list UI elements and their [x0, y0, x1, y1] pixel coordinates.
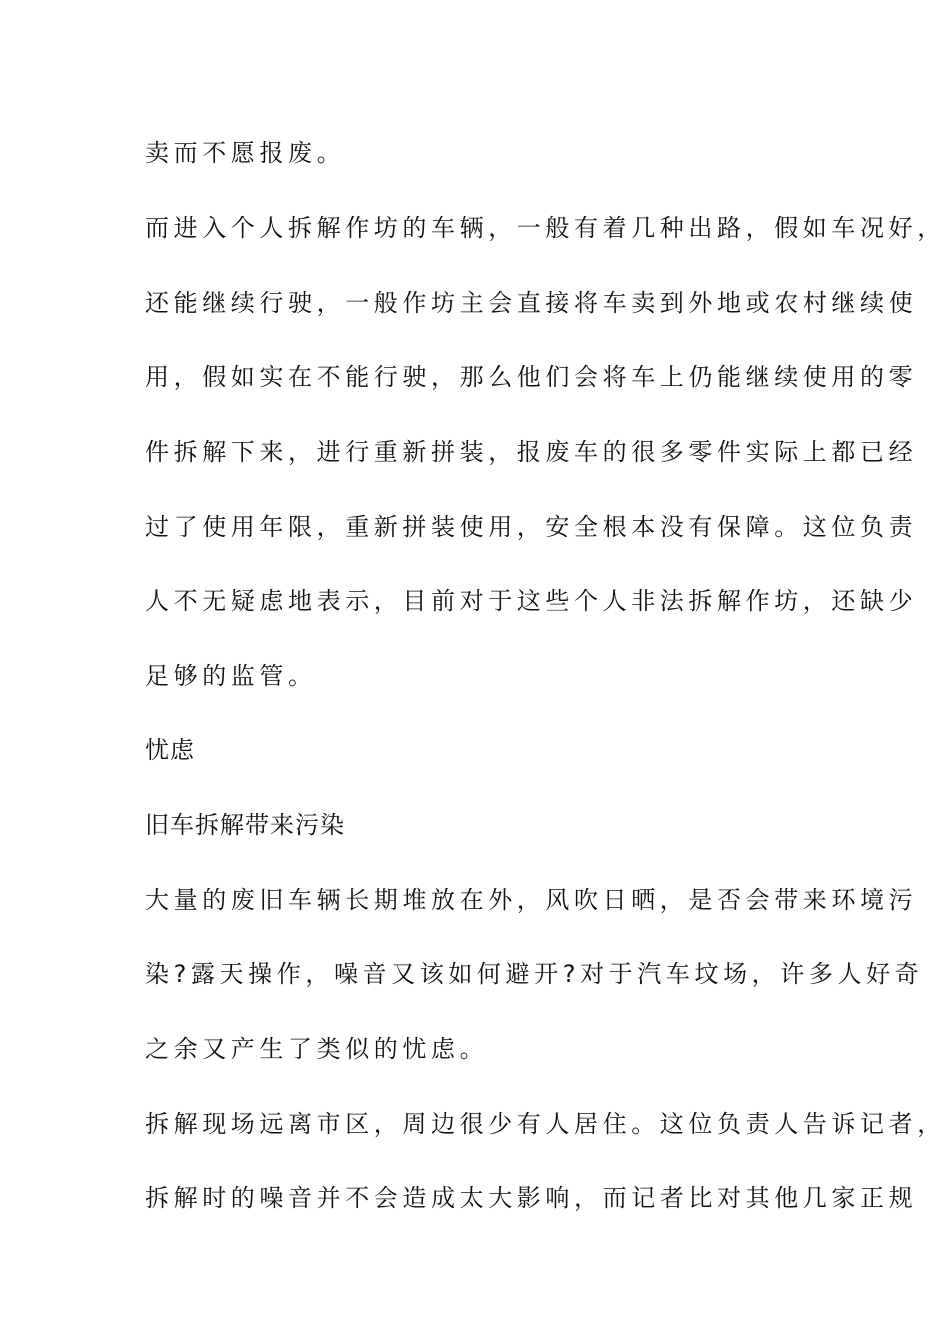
paragraph-line: 用，假如实在不能行驶，那么他们会将车上仍能继续使用的零	[145, 363, 918, 391]
paragraph-line: 拆解现场远离市区，周边很少有人居住。这位负责人告诉记者，	[145, 1110, 946, 1138]
paragraph-line: 之余又产生了类似的忧虑。	[145, 1035, 489, 1063]
paragraph-line: 过了使用年限，重新拼装使用，安全根本没有保障。这位负责	[145, 513, 918, 541]
paragraph-line: 而进入个人拆解作坊的车辆，一般有着几种出路，假如车况好，	[145, 214, 946, 242]
section-heading: 忧虑	[145, 736, 195, 764]
paragraph-line: 大量的废旧车辆长期堆放在外，风吹日晒，是否会带来环境污	[145, 886, 918, 914]
paragraph-line: 染?露天操作，噪音又该如何避开?对于汽车坟场，许多人好奇	[145, 960, 924, 988]
paragraph-line: 人不无疑虑地表示，目前对于这些个人非法拆解作坊，还缺少	[145, 587, 918, 615]
section-subheading: 旧车拆解带来污染	[145, 811, 345, 839]
paragraph-line: 卖而不愿报废。	[145, 139, 346, 167]
paragraph-line: 件拆解下来，进行重新拼装，报废车的很多零件实际上都已经	[145, 438, 918, 466]
paragraph-line: 足够的监管。	[145, 662, 317, 690]
paragraph-line: 还能继续行驶，一般作坊主会直接将车卖到外地或农村继续使	[145, 289, 918, 317]
paragraph-line: 拆解时的噪音并不会造成太大影响，而记者比对其他几家正规	[145, 1184, 918, 1212]
